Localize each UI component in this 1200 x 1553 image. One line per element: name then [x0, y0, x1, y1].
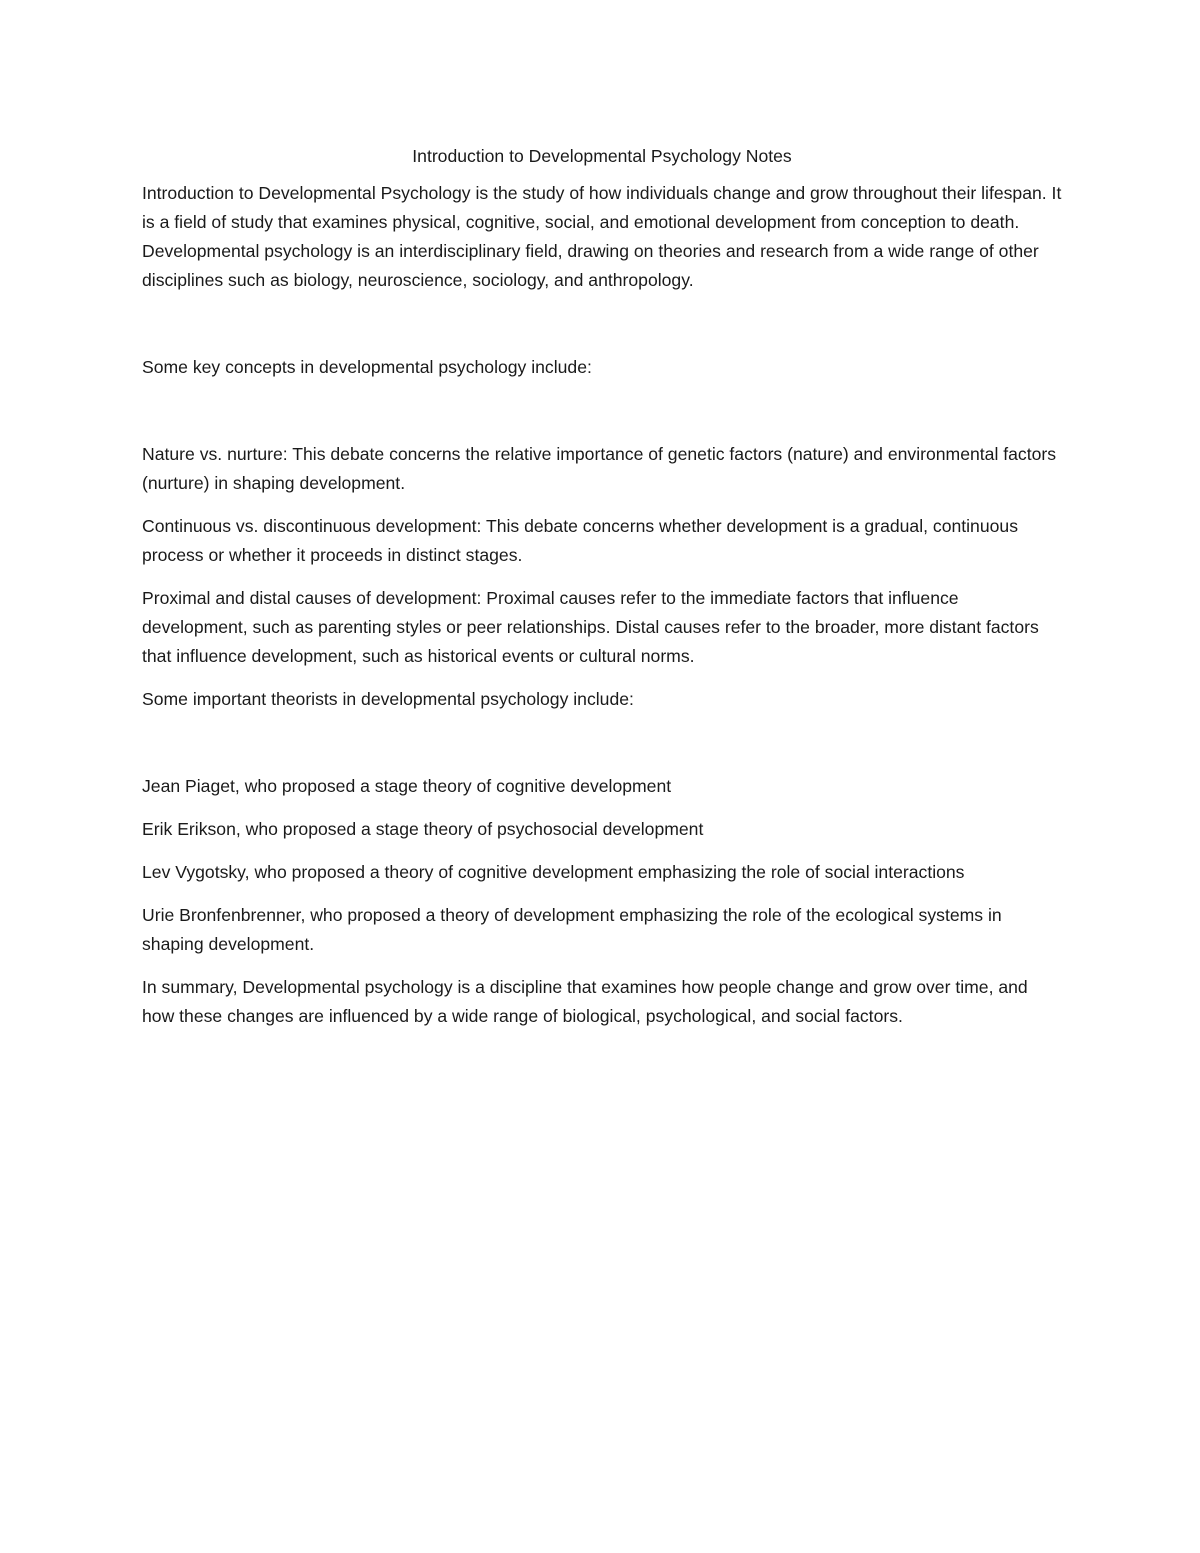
- concept-continuous-discontinuous: Continuous vs. discontinuous development: This debate concerns whether development is a gradual, continuous process or whether it proceeds in distinct stages.: [142, 516, 1018, 565]
- concepts-heading: Some key concepts in developmental psychology include:: [142, 357, 592, 377]
- document-body: [142, 142, 1062, 1031]
- concept-proximal-distal: Proximal and distal causes of development: Proximal causes refer to the immediate factors that influence development, such as parenting styles or peer relationships. Distal causes refer to the broader, more distant factors that influence development, such as historical events or cultural norms.: [142, 588, 1039, 666]
- intro-paragraph: Introduction to Developmental Psychology is the study of how individuals change and grow throughout their lifespan. It is a field of study that examines physical, cognitive, social, and emotional development from conception to death. Developmental psychology is an interdisciplinary field, drawing on theories and research from a wide range of other disciplines such as biology, neuroscience, sociology, and anthropology.: [142, 183, 1062, 290]
- theorist-piaget: Jean Piaget, who proposed a stage theory of cognitive development: [142, 776, 672, 796]
- theorist-vygotsky: Lev Vygotsky, who proposed a theory of cognitive development emphasizing the role of social interactions: [142, 862, 965, 882]
- theorists-heading: Some important theorists in developmental psychology include:: [142, 689, 634, 709]
- concept-nature-nurture: Nature vs. nurture: This debate concerns the relative importance of genetic factors (nature) and environmental factors (nurture) in shaping development.: [142, 444, 1057, 493]
- theorist-erikson: Erik Erikson, who proposed a stage theory of psychosocial development: [142, 819, 704, 839]
- summary-paragraph: In summary, Developmental psychology is a discipline that examines how people change and grow over time, and how these changes are influenced by a wide range of biological, psychological, and social factors.: [142, 977, 1028, 1026]
- theorist-bronfenbrenner: Urie Bronfenbrenner, who proposed a theory of development emphasizing the role of the ecological systems in shaping development.: [142, 905, 1002, 954]
- document-title: Introduction to Developmental Psychology Notes: [412, 146, 792, 166]
